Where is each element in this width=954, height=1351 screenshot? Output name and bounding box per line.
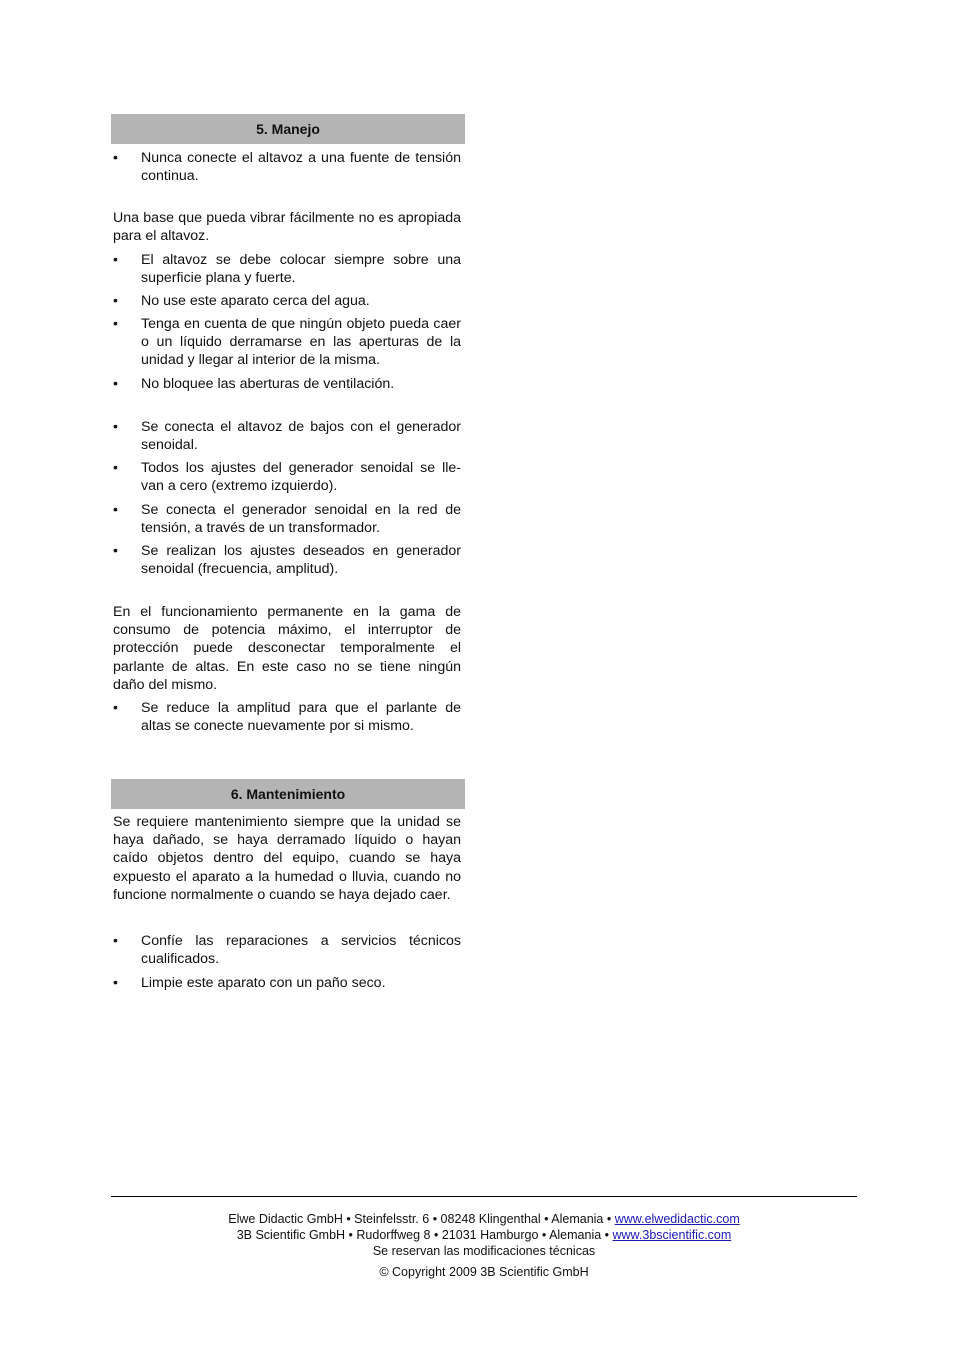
- list-item-text: Se conecta el generador senoidal en la red de tensión, a través de un transformador.: [141, 502, 461, 537]
- list-item-text: Nunca conecte el altavoz a una fuente de tensión continua.: [141, 150, 461, 185]
- list-item: [113, 251, 461, 287]
- list-item: [113, 459, 461, 495]
- footer-divider: [111, 1196, 857, 1197]
- list-item-text: Se reduce la amplitud para que el parlante de altas se conecte nuevamente por si mismo.: [141, 700, 461, 735]
- bullet-icon: •: [113, 543, 118, 559]
- list-item: [113, 542, 461, 578]
- list-item: [113, 149, 461, 185]
- paragraph: Una base que pueda vibrar fácilmente no es apropiada para el altavoz.: [113, 210, 461, 245]
- list-item-text: Confíe las reparaciones a servicios técnicos cualificados.: [141, 933, 461, 968]
- bullet-icon: •: [113, 933, 118, 949]
- paragraph: En el funcionamiento permanente en la gama de consumo de potencia máximo, el interruptor de protección puede desconectar temporalmente el parlante de altas. En este caso no se tiene ningún daño del mismo.: [113, 604, 461, 693]
- link-elwedidactic[interactable]: www.elwedidactic.com: [614, 1212, 740, 1226]
- list-item-text: Limpie este aparato con un paño seco.: [141, 975, 386, 991]
- list-item-text: Tenga en cuenta de que ningún objeto pueda caer o un líquido derramarse en las aperturas de la unidad y llegar al interior de la misma.: [141, 316, 461, 369]
- list-item: [113, 699, 461, 735]
- link-3bscientific[interactable]: www.3bscientific.com: [612, 1228, 732, 1242]
- section-heading-manejo: [111, 114, 465, 144]
- bullet-icon: •: [113, 460, 118, 476]
- bullet-icon: •: [113, 316, 118, 332]
- section-title: 6. Mantenimiento: [230, 786, 346, 802]
- list-item: [113, 315, 461, 370]
- section-title: 5. Manejo: [256, 121, 320, 137]
- list-item-text: Se realizan los ajustes deseados en generador senoidal (frecuencia, amplitud).: [141, 543, 461, 578]
- footer-note: Se reservan las modificaciones técnicas: [372, 1244, 596, 1258]
- list-item-text: Se conecta el altavoz de bajos con el generador senoidal.: [141, 419, 461, 454]
- section-heading-mantenimiento: [111, 779, 465, 809]
- list-item-text: No bloquee las aberturas de ventilación.: [141, 376, 395, 392]
- list-item: [113, 932, 461, 968]
- list-item-text: Todos los ajustes del generador senoidal se lle-van a cero (extremo izquierdo).: [141, 460, 461, 495]
- footer-address-elwe: Elwe Didactic GmbH • Steinfelsstr. 6 • 08248 Klingenthal • Alemania •: [228, 1212, 615, 1226]
- bullet-icon: •: [113, 502, 118, 518]
- list-item: [113, 292, 461, 310]
- bullet-icon: •: [113, 376, 118, 392]
- list-item: [113, 501, 461, 537]
- footer-copyright: © Copyright 2009 3B Scientific GmbH: [379, 1265, 589, 1279]
- list-item: [113, 375, 461, 393]
- bullet-icon: •: [113, 419, 118, 435]
- list-item: [113, 418, 461, 454]
- bullet-icon: •: [113, 975, 118, 991]
- bullet-icon: •: [113, 700, 118, 716]
- list-item-text: El altavoz se debe colocar siempre sobre una superficie plana y fuerte.: [141, 252, 461, 287]
- paragraph: Se requiere mantenimiento siempre que la unidad se haya dañado, se haya derramado líquido o hayan caído objetos dentro del equipo, cuando se haya expuesto el aparato a la humedad o lluvia, cuando no funcione normalmente o cuando se haya dejado caer.: [113, 814, 461, 903]
- footer-address-3b: 3B Scientific GmbH • Rudorffweg 8 • 21031 Hamburgo • Alemania •: [236, 1228, 613, 1242]
- bullet-icon: •: [113, 252, 118, 268]
- footer-line-3b: [111, 1227, 857, 1243]
- list-item-text: No use este aparato cerca del agua.: [141, 293, 370, 309]
- bullet-icon: •: [113, 150, 118, 166]
- footer-line-elwe: [111, 1211, 857, 1227]
- list-item: [113, 974, 461, 992]
- bullet-icon: •: [113, 293, 118, 309]
